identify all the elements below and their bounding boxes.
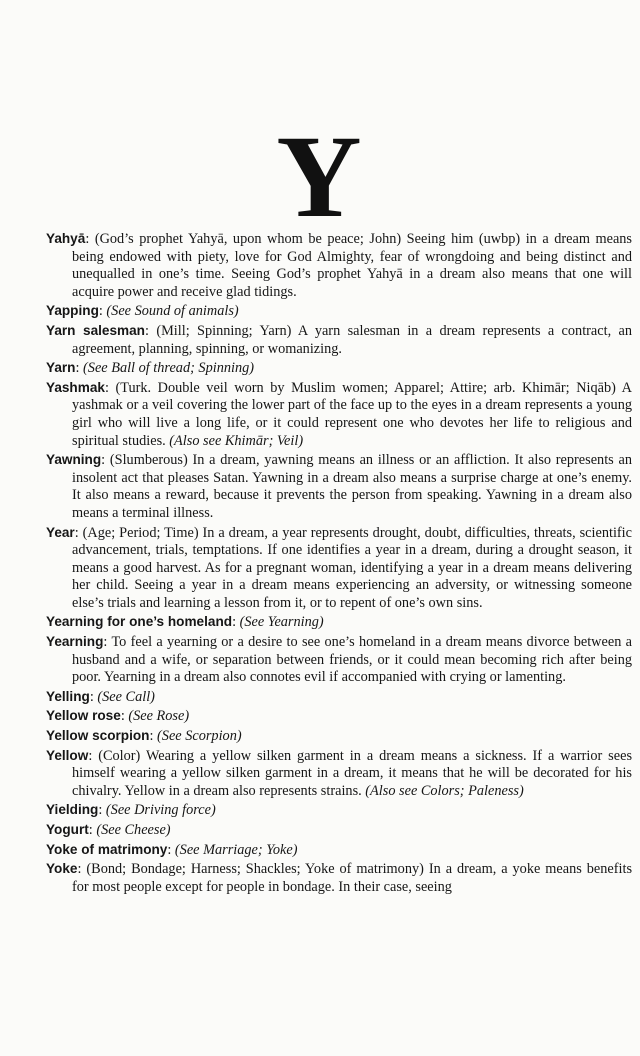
- entry-headword: Yapping: [46, 303, 99, 319]
- dictionary-entry: Yielding: (See Driving force): [46, 802, 216, 819]
- section-letter: Y: [276, 111, 364, 242]
- entry-definition: (Color) Wearing a yellow silken garment in a dream means a sickness. If a warrior sees himself wearing a yellow silken garment in a dream, it means that he will be decorated for his chivalry. Yellow in a dream also represents strains.: [72, 747, 633, 799]
- entry-definition: (Age; Period; Time) In a dream, a year represents drought, doubt, difficulties, threats, scientific advancement, trials, temptations. If one identifies a year in a dream, during a drought season, it means a good harvest. As for a pregnant woman, identifying a year in a dream means delivering her child. Seeing a year in a dream means experiencing an adversity, or witnessing someone else’s trials and learning a lesson from it, or to repent of one’s own sins.: [72, 524, 632, 611]
- entry-cross-reference: (See Call): [97, 688, 155, 705]
- entry-headword: Yarn salesman: [46, 322, 145, 338]
- entry-headword: Yoke: [46, 861, 78, 877]
- dictionary-entry: Yelling: (See Call): [46, 688, 155, 705]
- entry-cross-reference: (Also see Khimār; Veil): [165, 432, 304, 449]
- entry-cross-reference: (See Ball of thread; Spinning): [83, 360, 255, 377]
- entry-headword: Yogurt: [46, 822, 89, 837]
- dictionary-entry: Yellow: (Color) Wearing a yellow silken garment in a dream means a sickness. If a warrior sees himself wearing a yellow silken garment in a dream, it means that he will be decorated for his chivalry. Yellow in a dream also represents strains. (Also see Colors; Paleness): [46, 747, 633, 799]
- dictionary-entry: Yahyā: (God’s prophet Yahyā, upon whom be peace; John) Seeing him (uwbp) in a dream means being endowed with piety, love for God Almighty, fear of wrongdoing and being distinct and unequalled in one’s time. Seeing God’s prophet Yahyā in a dream also means that one will acquire power and receive glad tidings.: [46, 231, 633, 300]
- entry-headword: Yarn: [46, 360, 76, 376]
- dictionary-entry: Yellow rose: (See Rose): [46, 708, 190, 725]
- dictionary-entry: Year: (Age; Period; Time) In a dream, a year represents drought, doubt, difficulties, threats, scientific advancement, trials, temptations. If one identifies a year in a dream, during a drought season, it means a good harvest. As for a pregnant woman, identifying a year in a dream means delivering her child. Seeing a year in a dream means experiencing an adversity, or witnessing someone else’s trials and learning a lesson from it, or to repent of one’s own sins.: [46, 524, 632, 611]
- entry-cross-reference: (See Scorpion): [157, 728, 242, 745]
- dictionary-entry: Yashmak: (Turk. Double veil worn by Muslim women; Apparel; Attire; arb. Khimār; Niqāb) A yashmak or a veil covering the lower part of the face up to the eyes in a dream represents a young girl who will live a long life, or it could represent one who devotes her life to religious and spiritual studies. (Also see Khimār; Veil): [46, 379, 632, 449]
- entry-headword: Yelling: [46, 688, 90, 704]
- entry-headword: Yearning for one’s homeland: [46, 614, 233, 630]
- dictionary-entry: Yoke: (Bond; Bondage; Harness; Shackles; Yoke of matrimony) In a dream, a yoke means benefits for most people except for people in bondage. In their case, seeing: [46, 861, 633, 895]
- entry-headword: Yellow scorpion: [46, 728, 150, 744]
- entry-headword: Yahyā: [46, 231, 86, 246]
- entry-headword: Year: [46, 524, 75, 540]
- entry-headword: Yearning: [46, 634, 104, 650]
- entry-definition: (Turk. Double veil worn by Muslim women; Apparel; Attire; arb. Khimār; Niqāb) A yashmak or a veil covering the lower part of the face up to the eyes in a dream represents a young girl who will live a long life, or it could represent one who devotes her life to religious and spiritual studies.: [72, 379, 632, 449]
- entry-definition: To feel a yearning or a desire to see one’s homeland in a dream means divorce between a husband and a wife, or separation between friends, or it could mean becoming rich after being poor. Yearning in a dream also connotes evil if accompanied with crying or lamenting.: [72, 634, 632, 686]
- dictionary-entry: Yawning: (Slumberous) In a dream, yawning means an illness or an affliction. It also represents an insolent act that pleases Satan. Yawning in a dream also means a surprise charge at one’s enemy. It also means a reward, because it prevents the person from speaking. Yawning in a dream also means a terminal illness.: [46, 452, 632, 521]
- entry-cross-reference: (See Cheese): [96, 822, 171, 838]
- dictionary-entry: Yearning: To feel a yearning or a desire to see one’s homeland in a dream means divorce between a husband and a wife, or separation between friends, or it could mean becoming rich after being poor. Yearning in a dream also connotes evil if accompanied with crying or lamenting.: [46, 634, 632, 686]
- entry-cross-reference: (See Sound of animals): [106, 303, 239, 320]
- entry-definition: (God’s prophet Yahyā, upon whom be peace; John) Seeing him (uwbp) in a dream means being endowed with piety, love for God Almighty, fear of wrongdoing and being distinct and unequalled in one’s time. Seeing God’s prophet Yahyā in a dream also means that one will acquire power and receive glad tidings.: [72, 231, 633, 300]
- entry-headword: Yawning: [46, 452, 102, 468]
- dictionary-entry: Yoke of matrimony: (See Marriage; Yoke): [46, 841, 298, 858]
- dictionary-entry: Yarn: (See Ball of thread; Spinning): [46, 360, 255, 377]
- entry-list: [46, 230, 632, 897]
- dictionary-entry: Yogurt: (See Cheese): [46, 822, 171, 838]
- entry-headword: Yellow rose: [46, 708, 121, 724]
- dictionary-entry: Yarn salesman: (Mill; Spinning; Yarn) A yarn salesman in a dream represents a contract, an agreement, planning, spinning, or womanizing.: [46, 322, 633, 357]
- entry-cross-reference: (Also see Colors; Paleness): [361, 782, 524, 799]
- entry-cross-reference: (See Marriage; Yoke): [174, 841, 298, 858]
- entry-headword: Yoke of matrimony: [46, 841, 168, 857]
- entry-definition: (Slumberous) In a dream, yawning means an illness or an affliction. It also represents an insolent act that pleases Satan. Yawning in a dream also means a surprise charge at one’s enemy. It also means a reward, because it prevents the person from speaking. Yawning in a dream also means a terminal illness.: [72, 452, 632, 521]
- entry-definition: (Bond; Bondage; Harness; Shackles; Yoke of matrimony) In a dream, a yoke means benefits for most people except for people in bondage. In their case, seeing: [72, 861, 633, 895]
- entry-headword: Yashmak: [46, 379, 105, 395]
- entry-cross-reference: (See Yearning): [239, 614, 324, 631]
- entry-headword: Yellow: [46, 747, 89, 763]
- entry-headword: Yielding: [46, 802, 99, 818]
- entry-definition: (Mill; Spinning; Yarn) A yarn salesman in a dream represents a contract, an agreement, planning, spinning, or womanizing.: [72, 322, 633, 357]
- dictionary-entry: Yellow scorpion: (See Scorpion): [46, 728, 242, 745]
- entry-cross-reference: (See Rose): [128, 708, 190, 725]
- dictionary-entry: Yearning for one’s homeland: (See Yearning): [46, 614, 324, 631]
- dictionary-entry: Yapping: (See Sound of animals): [46, 303, 239, 320]
- entry-cross-reference: (See Driving force): [105, 802, 216, 819]
